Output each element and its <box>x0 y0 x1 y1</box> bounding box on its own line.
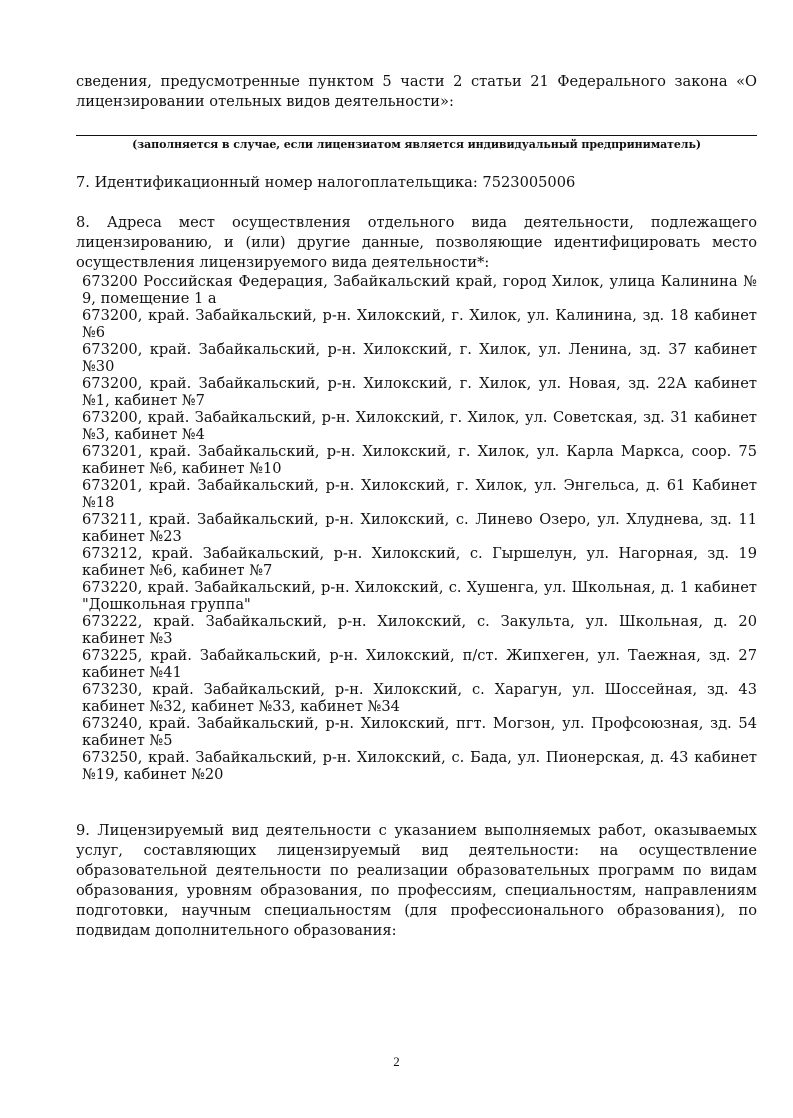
address-item: 673230, край. Забайкальский, р-н. Хилокский, с. Харагун, ул. Шоссейная, зд. 43 кабинет №32, кабинет №33, кабинет №34 <box>82 681 757 715</box>
address-item: 673240, край. Забайкальский, р-н. Хилокский, пгт. Могзон, ул. Профсоюзная, зд. 54 кабинет №5 <box>82 715 757 749</box>
address-item: 673201, край. Забайкальский, р-н. Хилокский, г. Хилок, ул. Карла Маркса, соор. 75 кабинет №6, кабинет №10 <box>82 443 757 477</box>
address-item: 673211, край. Забайкальский, р-н. Хилокский, с. Линево Озеро, ул. Хлуднева, зд. 11 кабинет №23 <box>82 511 757 545</box>
address-item: 673222, край. Забайкальский, р-н. Хилокский, с. Закульта, ул. Школьная, д. 20 кабинет №3 <box>82 613 757 647</box>
entrepreneur-field <box>76 135 757 152</box>
section-9-activity: 9. Лицензируемый вид деятельности с указанием выполняемых работ, оказываемых услуг, составляющих лицензируемый вид деятельности: на осуществление образовательной деятельности по реализации образовательных программ по видам образования, уровням образования, по профессиям, специальностям, направлениям подготовки, научным специальностям (для профессионального образования), по подвидам дополнительного образования: <box>76 822 757 939</box>
address-item: 673200, край. Забайкальский, р-н. Хилокский, г. Хилок, ул. Новая, зд. 22А кабинет №1, кабинет №7 <box>82 375 757 409</box>
page-number: 2 <box>393 1054 400 1069</box>
section-8-addresses <box>76 213 757 783</box>
address-item: 673200, край. Забайкальский, р-н. Хилокский, г. Хилок, ул. Ленина, зд. 37 кабинет №30 <box>82 341 757 375</box>
address-item: 673200, край. Забайкальский, р-н. Хилокский, г. Хилок, ул. Советская, зд. 31 кабинет №3, кабинет №4 <box>82 409 757 443</box>
section-7-inn: 7. Идентификационный номер налогоплательщика: 7523005006 <box>76 174 576 191</box>
address-item: 673200 Российская Федерация, Забайкальский край, город Хилок, улица Калинина № 9, помещение 1 а <box>82 273 757 307</box>
document-page <box>76 72 757 941</box>
intro-paragraph: сведения, предусмотренные пунктом 5 части 2 статьи 21 Федерального закона «О лицензировании отельных видов деятельности»: <box>76 73 757 110</box>
address-item: 673220, край. Забайкальский, р-н. Хилокский, с. Хушенга, ул. Школьная, д. 1 кабинет "Дошкольная группа" <box>82 579 757 613</box>
address-item: 673225, край. Забайкальский, р-н. Хилокский, п/ст. Жипхеген, ул. Таежная, зд. 27 кабинет №41 <box>82 647 757 681</box>
section-8-heading: 8. Адреса мест осуществления отдельного вида деятельности, подлежащего лицензированию, и (или) другие данные, позволяющие идентифицировать место осуществления лицензируемого вида деятельности*: <box>76 214 757 271</box>
address-item: 673200, край. Забайкальский, р-н. Хилокский, г. Хилок, ул. Калинина, зд. 18 кабинет №6 <box>82 307 757 341</box>
address-item: 673212, край. Забайкальский, р-н. Хилокский, с. Гыршелун, ул. Нагорная, зд. 19 кабинет №6, кабинет №7 <box>82 545 757 579</box>
address-item: 673201, край. Забайкальский, р-н. Хилокский, г. Хилок, ул. Энгельса, д. 61 Кабинет №18 <box>82 477 757 511</box>
address-list <box>76 273 757 783</box>
address-item: 673250, край. Забайкальский, р-н. Хилокский, с. Бада, ул. Пионерская, д. 43 кабинет №19, кабинет №20 <box>82 749 757 783</box>
fill-in-caption: (заполняется в случае, если лицензиатом является индивидуальный предприниматель) <box>132 138 701 151</box>
fill-in-line <box>76 135 757 136</box>
